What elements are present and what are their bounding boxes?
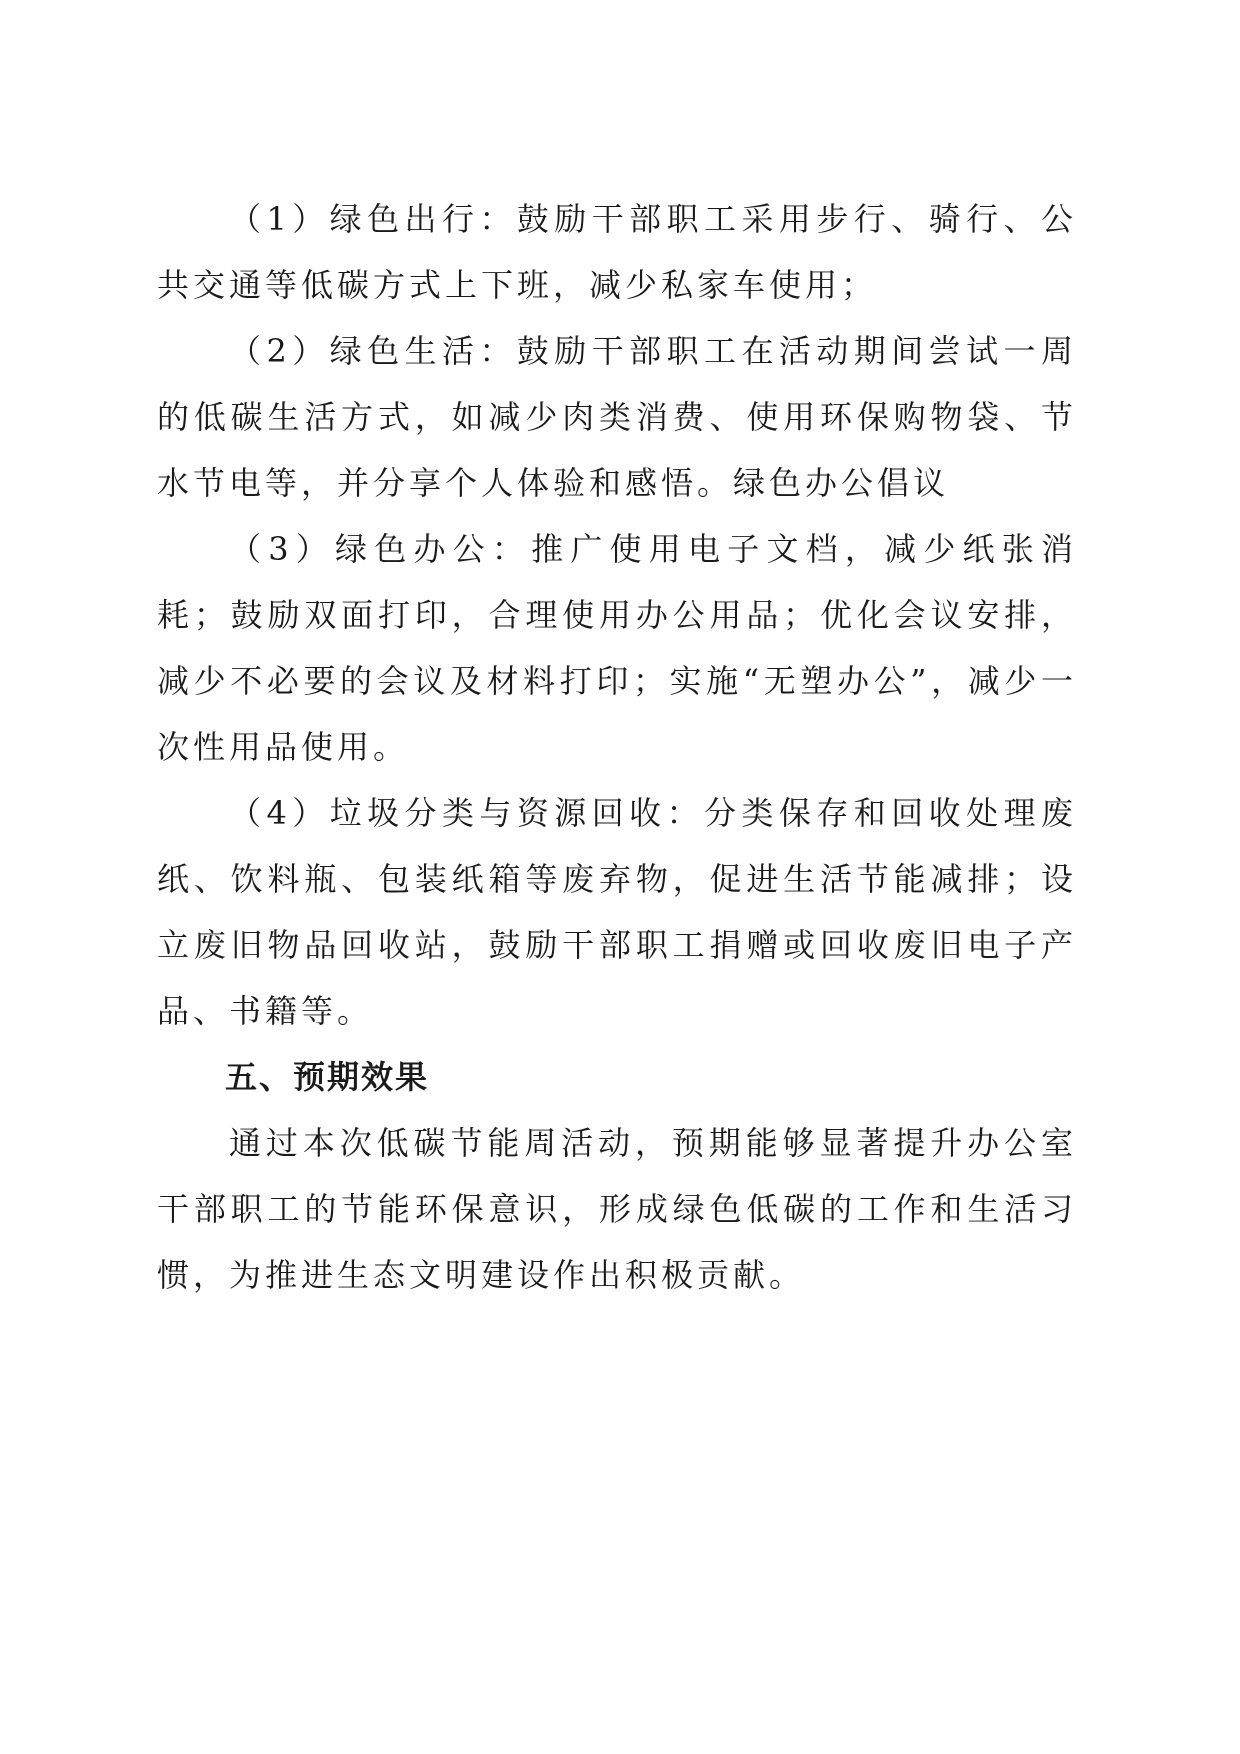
paragraph-green-office: （3）绿色办公：推广使用电子文档，减少纸张消耗；鼓励双面打印，合理使用办公用品；优化会议安排，减少不必要的会议及材料打印；实施“无塑办公”，减少一次性用品使用。 — [157, 530, 1077, 766]
paragraph-waste-recycling: （4）垃圾分类与资源回收：分类保存和回收处理废纸、饮料瓶、包装纸箱等废弃物，促进生活节能减排；设立废旧物品回收站，鼓励干部职工捐赠或回收废旧电子产品、书籍等。 — [157, 794, 1077, 1030]
document-body — [157, 186, 1077, 1308]
paragraph-conclusion: 通过本次低碳节能周活动，预期能够显著提升办公室干部职工的节能环保意识，形成绿色低碳的工作和生活习惯，为推进生态文明建设作出积极贡献。 — [157, 1124, 1077, 1294]
paragraph-green-living: （2）绿色生活：鼓励干部职工在活动期间尝试一周的低碳生活方式，如减少肉类消费、使用环保购物袋、节水节电等，并分享个人体验和感悟。绿色办公倡议 — [157, 332, 1077, 502]
paragraph-green-travel: （1）绿色出行：鼓励干部职工采用步行、骑行、公共交通等低碳方式上下班，减少私家车使用； — [157, 200, 1077, 304]
section-heading-expected-results: 五、预期效果 — [225, 1058, 430, 1096]
